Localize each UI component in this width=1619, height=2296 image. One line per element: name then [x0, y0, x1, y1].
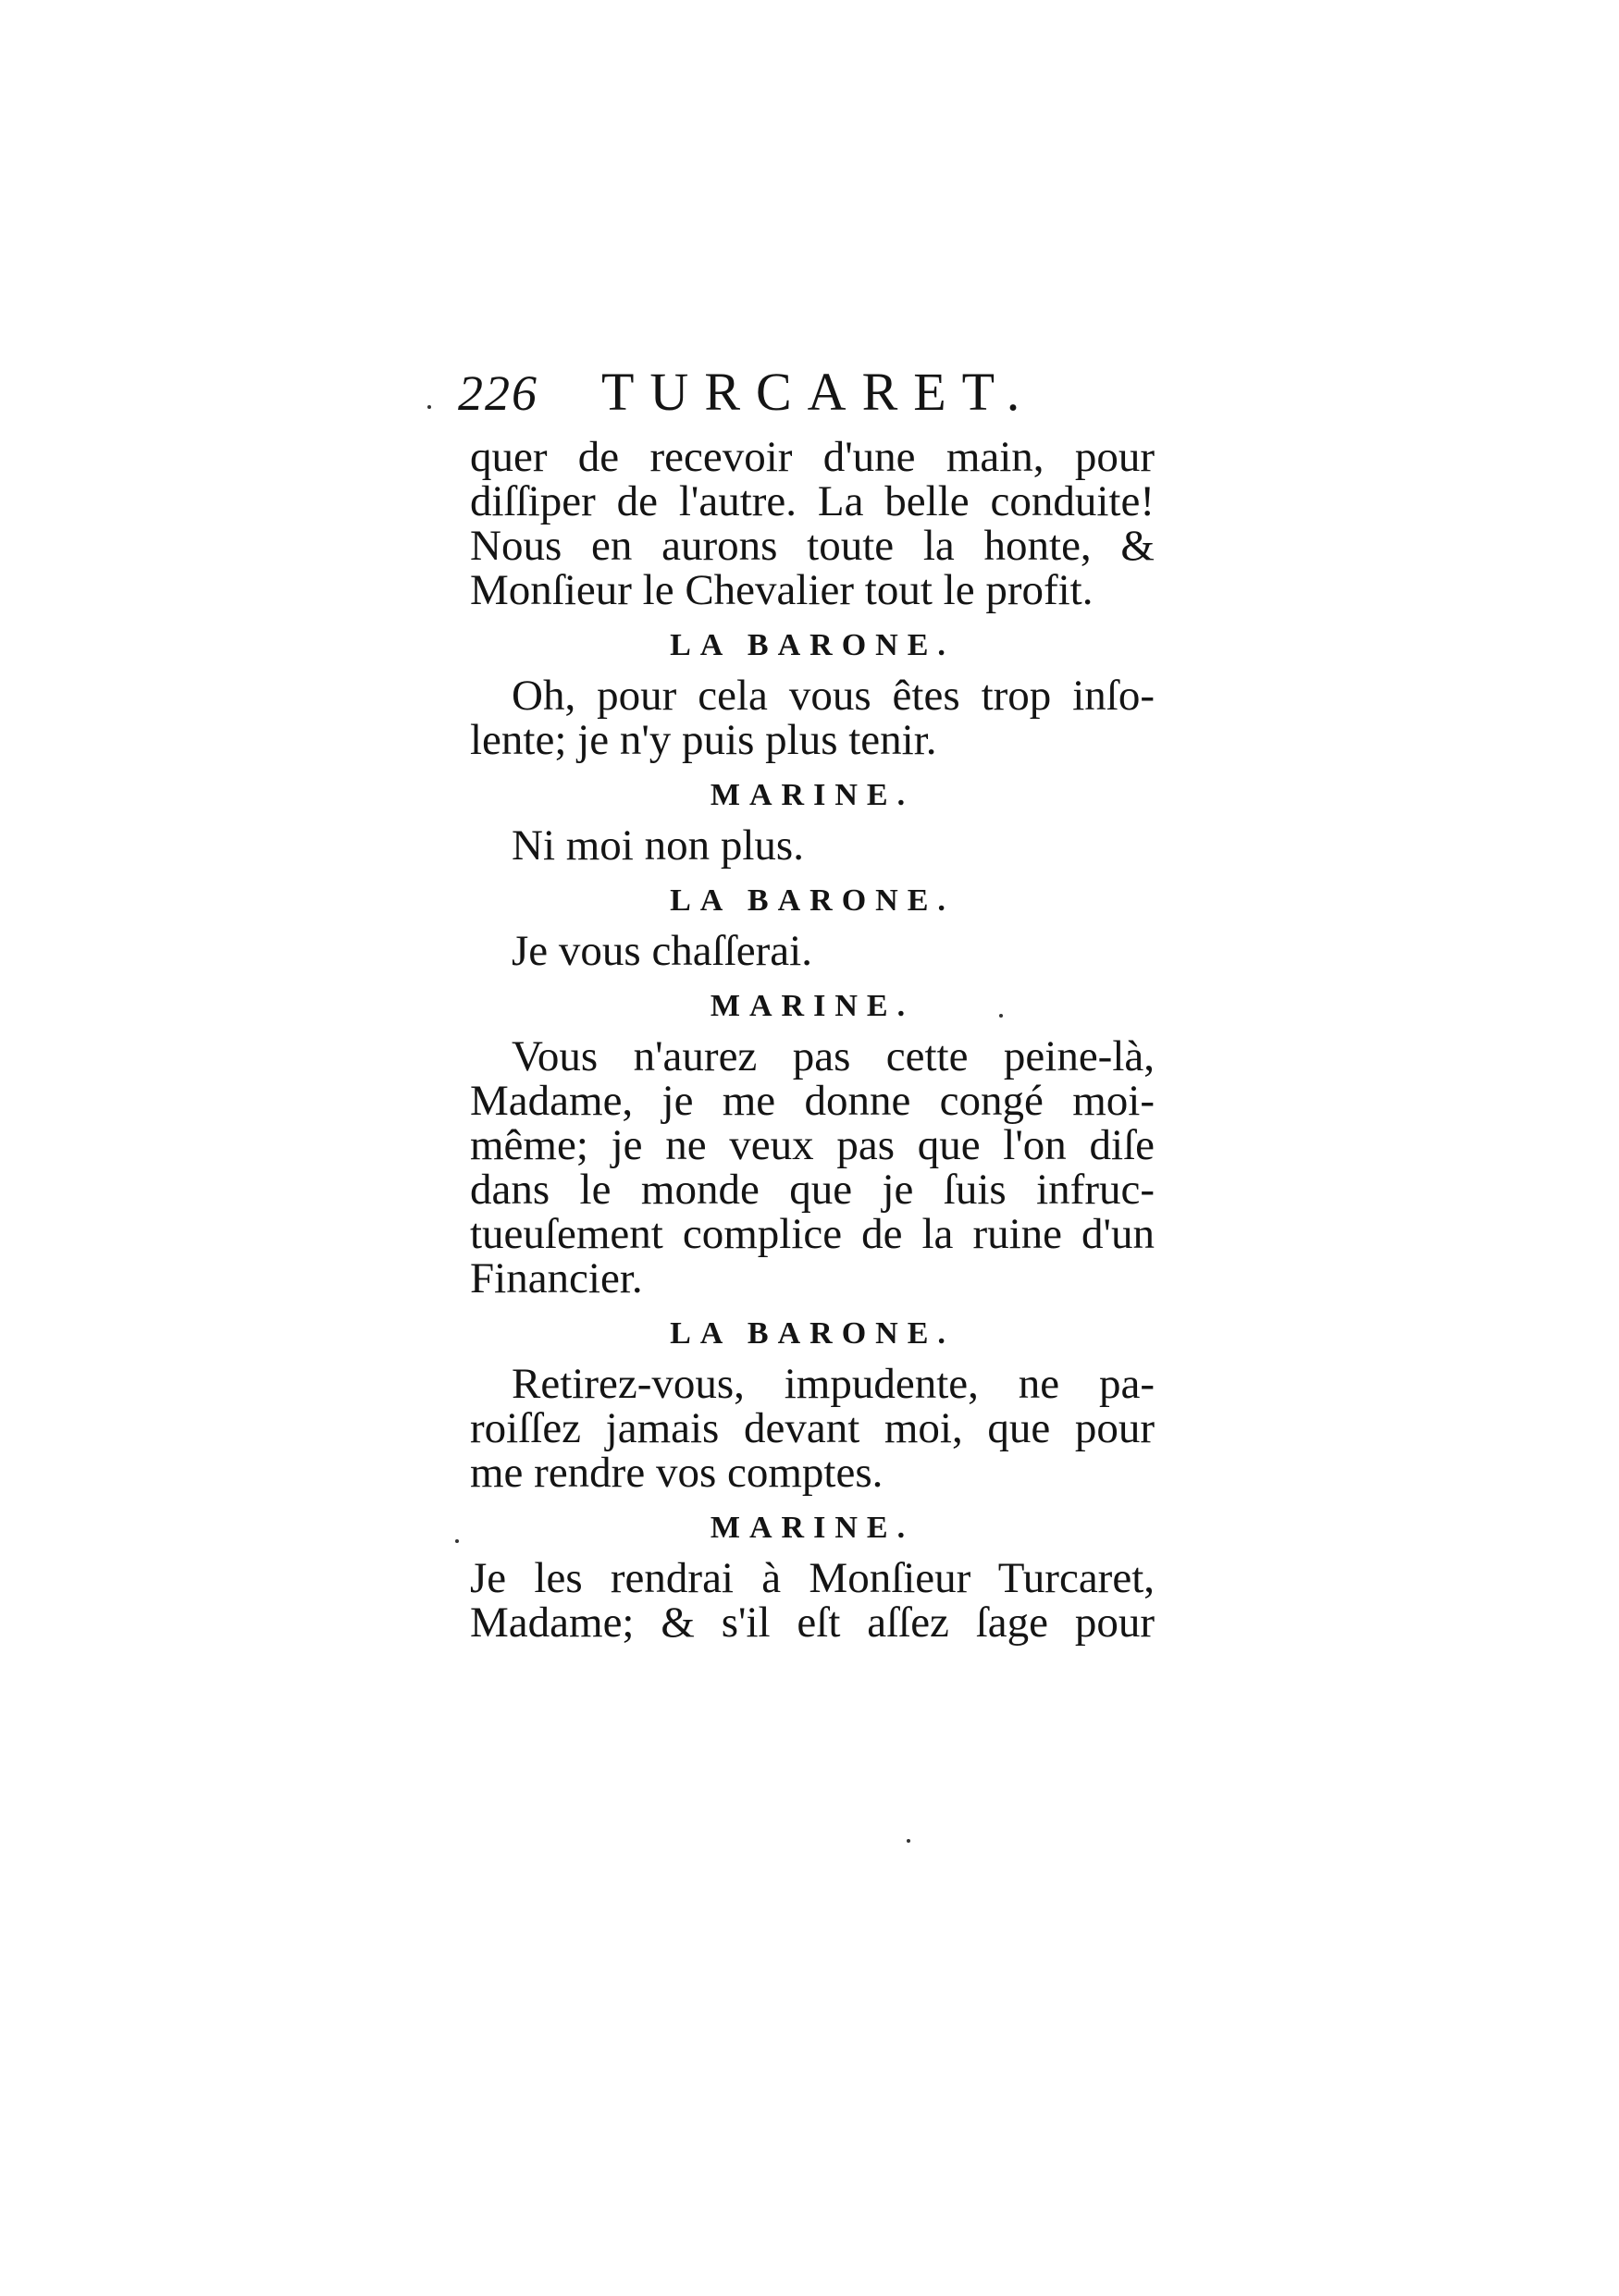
speaker-name: LA BARONE.: [670, 883, 955, 918]
text-line: Vous n'aurez pas cette peine-là,: [512, 1032, 1155, 1080]
speech-block: [470, 1306, 1155, 1495]
text-line: Madame; & s'il eſt aſſez ſage pour: [470, 1599, 1155, 1647]
speaker-name: MARINE.: [710, 778, 915, 812]
text-line: lente; je n'y puis plus tenir.: [470, 716, 937, 764]
print-speck: [427, 405, 431, 409]
print-speck: [455, 1539, 459, 1543]
page-header: [439, 359, 1161, 426]
speech-block: [470, 768, 1155, 868]
print-speck: [907, 1839, 910, 1843]
speech-block: [470, 979, 1155, 1301]
speaker-name: LA BARONE.: [670, 1316, 955, 1351]
running-title: TURCARET.: [601, 362, 1036, 422]
speech-block: [470, 1500, 1155, 1645]
text-line: Monſieur le Chevalier tout le profit.: [470, 566, 1094, 614]
text-line: Retirez-vous, impudente, ne pa-: [512, 1360, 1155, 1408]
speaker-name: MARINE.: [710, 1511, 915, 1545]
text-line: Oh, pour cela vous êtes trop inſo-: [512, 672, 1155, 720]
text-line: Madame, je me donne congé moi-: [470, 1077, 1155, 1125]
speech-block: [470, 873, 1155, 973]
text-line: me rendre vos comptes.: [470, 1449, 884, 1497]
text-line: diſſiper de l'autre. La belle conduite!: [470, 477, 1155, 525]
speech-block: [470, 618, 1155, 762]
text-line: Je les rendrai à Monſieur Turcaret,: [470, 1554, 1155, 1602]
text-line: Je vous chaſſerai.: [512, 927, 812, 975]
speaker-name: MARINE.: [710, 989, 915, 1023]
page-number: 226: [458, 365, 538, 421]
text-line: Nous en aurons toute la honte, &: [470, 522, 1155, 570]
text-line: dans le monde que je ſuis infruc-: [470, 1166, 1155, 1214]
continuation-paragraph: [470, 435, 1155, 612]
text-line: même; je ne veux pas que l'on diſe: [470, 1121, 1155, 1169]
text-line: quer de recevoir d'une main, pour: [470, 433, 1155, 481]
text-line: Financier.: [470, 1254, 643, 1302]
text-line: tueuſement complice de la ruine d'un: [470, 1210, 1155, 1258]
text-line: Ni moi non plus.: [512, 821, 804, 870]
text-line: roiſſez jamais devant moi, que pour: [470, 1404, 1155, 1452]
speaker-name: LA BARONE.: [670, 628, 955, 662]
body-text: [470, 435, 1155, 1650]
print-speck: [999, 1014, 1003, 1018]
